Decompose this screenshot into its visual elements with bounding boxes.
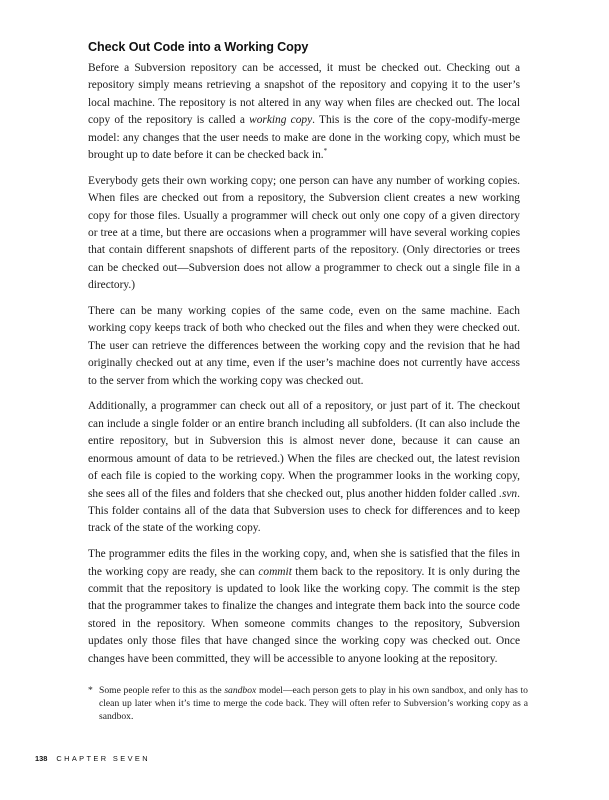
page-footer — [35, 754, 150, 763]
chapter-label: CHAPTER SEVEN — [56, 754, 150, 763]
italic-term: sandbox — [224, 685, 257, 696]
text-run: . This is the core of the copy-modify-merge model: any changes that the user needs to make are done in the working copy, which must be brought up to date before it can be checked back in. — [88, 114, 520, 162]
section-heading: Check Out Code into a Working Copy — [88, 40, 309, 54]
italic-term: .svn — [499, 487, 518, 500]
paragraph — [88, 60, 520, 164]
text-run: Additionally, a programmer can check out all of a repository, or just part of it. The checkout can include a single folder or an entire branch including all subfolders. (It can also include the entire repository, but in Subversion this is almost never done, because it can cause an enormous amount of data to be retrieved.) When the files are checked out, the latest revision of each file is copied to the working copy. When the programmer looks in the working copy, she sees all of the files and folders that she checked out, plus another hidden folder called — [88, 400, 520, 500]
text-run: Before a Subversion repository can be accessed, it must be checked out. Checking out a repository simply means retrieving a snapshot of the repository and copying it to the user’s local machine. The repository is not altered in any way when files are checked out. The local copy of the repository is called a — [88, 62, 520, 127]
paragraph — [88, 398, 520, 537]
page-number: 138 — [35, 754, 48, 763]
text-run: . This folder contains all of the data that Subversion uses to check for differences and to keep track of the state of the working copy. — [88, 487, 520, 535]
paragraph — [88, 173, 520, 295]
italic-term: working copy — [249, 114, 313, 127]
footnote-text — [99, 684, 528, 724]
text-run: There can be many working copies of the same code, even on the same machine. Each working copy keeps track of both who checked out the files and when they were checked out. The user can retrieve the differences between the working copy and the revision that he had originally checked out at any time, even if the user’s machine does not currently have access to the server from which the working copy was checked out. — [88, 305, 520, 387]
footnote — [88, 684, 528, 724]
paragraph — [88, 303, 520, 390]
text-run: Everybody gets their own working copy; one person can have any number of working copies. When files are checked out from a repository, the Subversion client creates a new working copy for those files. Usually a programmer will check out only one copy of a given directory or tree at a time, but there are occasions when a programmer will have several working copies that contain different snapshots of different parts of the repository. (Only directories or trees can be checked out—Subversion does not allow a programmer to check out a single file in a directory.) — [88, 174, 520, 292]
footnote-marker: * — [88, 685, 93, 696]
body-text — [88, 60, 520, 676]
text-run: The programmer edits the files in the working copy, and, when she is satisfied that the files in the working copy are ready, she can — [88, 548, 520, 578]
text-run: Some people refer to this as the — [99, 685, 225, 696]
italic-term: commit — [258, 565, 292, 578]
footnote-reference: * — [323, 147, 328, 156]
text-run: them back to the repository. It is only during the commit that the repository is updated to look like the working copy. The commit is the step that the programmer takes to finalize the changes and integrate them back into the source code stored in the repository. When someone commits changes to the repository, Subversion updates only those files that have changed since the working copy was checked out. Once changes have been committed, they will be accessible to anyone looking at the repository. — [88, 565, 520, 665]
paragraph — [88, 546, 520, 668]
text-run: model—each person gets to play in his own sandbox, and only has to clean up later when it’s time to merge the code back. They will often refer to Subversion’s working copy as a sandbox. — [99, 685, 528, 723]
